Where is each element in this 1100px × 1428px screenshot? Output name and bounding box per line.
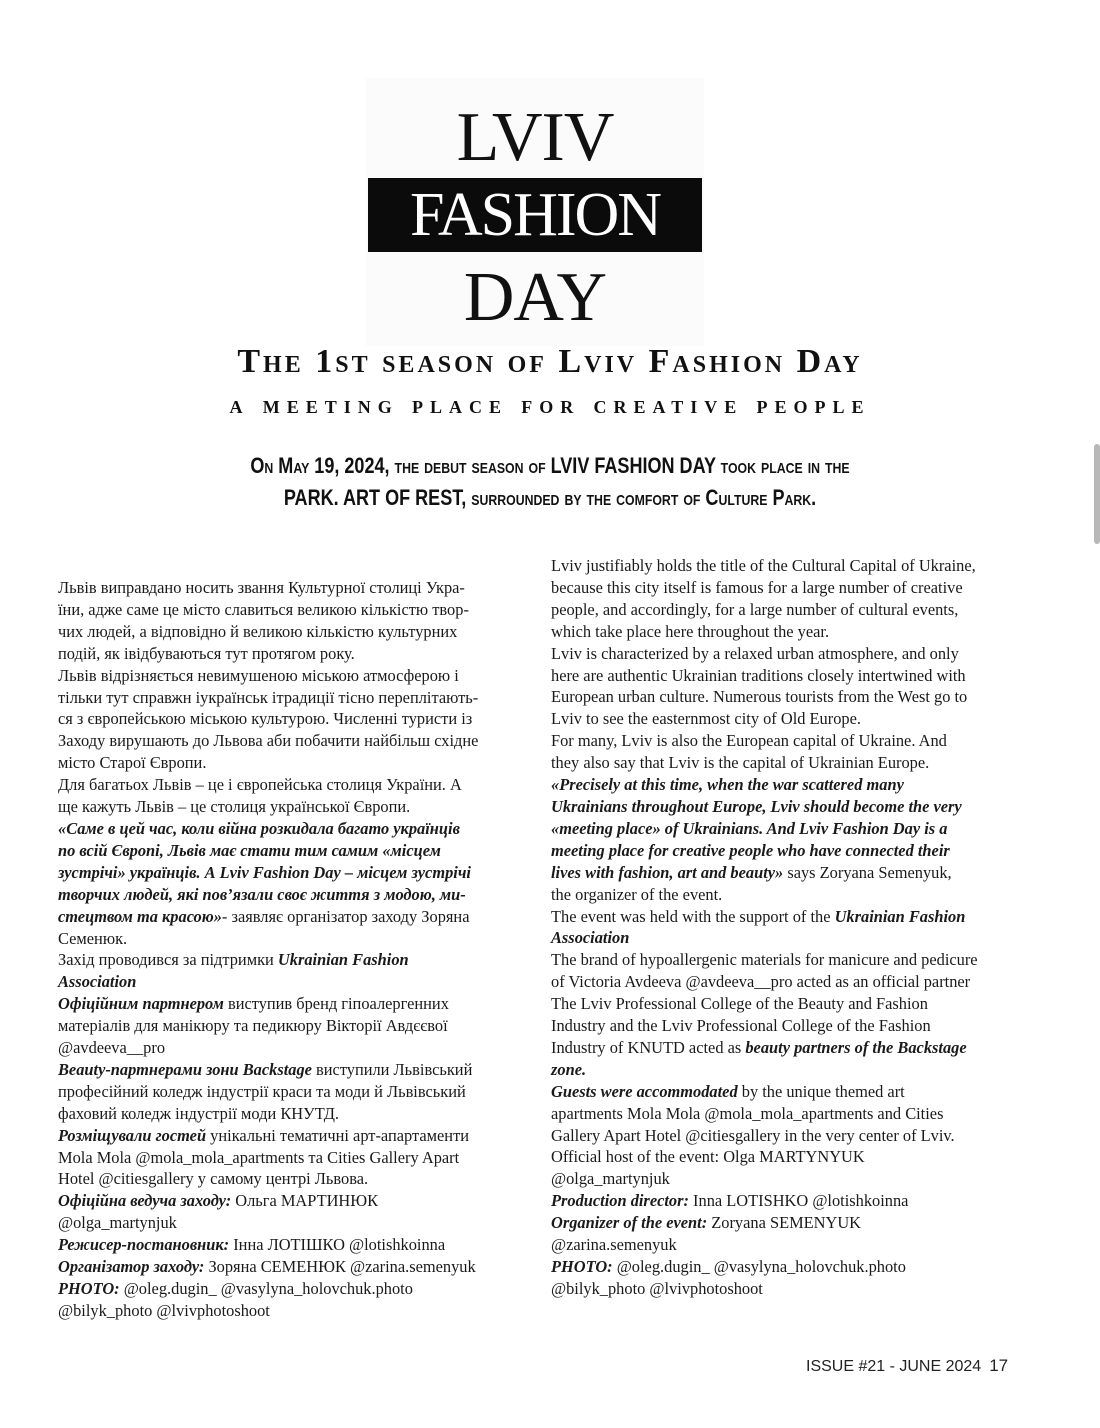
text-span: @oleg.dugin_ @vasylyna_holovchuk.photo xyxy=(119,1279,413,1298)
association-name: Ukrainian Fashion xyxy=(834,906,966,926)
label-span: Production director: xyxy=(551,1191,689,1211)
text-line xyxy=(58,1190,528,1212)
text-line: The Lviv Professional College of the Beauty and Fashion xyxy=(551,994,928,1014)
label-span: Organizer of the event: xyxy=(551,1213,708,1233)
text-line xyxy=(58,1125,528,1147)
text-line: фаховий коледж індустрії моди КНУТД. xyxy=(58,1103,339,1123)
text-line xyxy=(551,1190,1036,1212)
text-line: Association xyxy=(58,972,137,992)
text-span: виступив бренд гіпоалергенних xyxy=(223,994,449,1014)
text-line: Семенюк. xyxy=(58,928,128,948)
text-line: Official host of the event: Olga MARTYNYUK xyxy=(551,1147,865,1167)
text-line xyxy=(58,906,528,928)
text-line: Lviv justifiably holds the title of the Cultural Capital of Ukraine, xyxy=(551,556,976,575)
text-span: Ольга МАРТИНЮК xyxy=(231,1191,379,1211)
text-span: by the unique themed art xyxy=(737,1081,905,1101)
text-line: матеріалів для манікюру та педикюру Вікторії Авдєєвої xyxy=(58,1016,448,1036)
text-line: The brand of hypoallergenic materials for manicure and pedicure xyxy=(551,950,978,970)
text-span: @oleg.dugin_ @vasylyna_holovchuk.photo xyxy=(612,1257,906,1276)
text-line xyxy=(58,993,528,1015)
text-line: European urban culture. Numerous tourists from the West go to xyxy=(551,687,968,707)
quote-line: «Саме в цей час, коли війна розкидала багато українців xyxy=(58,818,460,838)
quote-line: по всій Європі, Львів має стати тим самим «місцем xyxy=(58,840,441,860)
label-span: Guests were accommodated xyxy=(551,1081,738,1101)
intro-line: On May 19, 2024, the debut season of LVIV FASHION DAY took place in the xyxy=(250,453,850,478)
scrollbar-thumb[interactable] xyxy=(1094,444,1100,544)
text-span: Inna LOTISHKO @lotishkoinna xyxy=(688,1191,909,1211)
quote-end: lives with fashion, art and beauty» xyxy=(551,862,784,882)
article-column-ukrainian xyxy=(58,577,528,1322)
issue-label: ISSUE #21 - JUNE 2024 xyxy=(806,1358,982,1375)
text-line: Hotel @citiesgallery у самому центрі Львова. xyxy=(58,1169,369,1189)
text-line xyxy=(58,1059,528,1081)
text-line: подій, як івідбуваються тут протягом року. xyxy=(58,643,355,663)
text-span: Zoryana SEMENYUK xyxy=(707,1213,862,1233)
text-line xyxy=(551,1256,1036,1278)
logo-fashion-box xyxy=(368,178,702,252)
text-line: of Victoria Avdeeva @avdeeva__pro acted as an official partner xyxy=(551,972,971,992)
logo-day: DAY xyxy=(463,259,607,336)
text-span: Industry of KNUTD acted as xyxy=(551,1037,746,1057)
logo-fashion: FASHION xyxy=(409,181,661,249)
text-line: apartments Mola Mola @mola_mola_apartments and Cities xyxy=(551,1103,944,1123)
text-line: @avdeeva__pro xyxy=(58,1038,166,1058)
text-span: says Zoryana Semenyuk, xyxy=(783,862,952,882)
text-line: zone. xyxy=(551,1059,587,1079)
page-footer xyxy=(806,1356,1008,1376)
text-line: Львів виправдано носить звання Культурної столиці Укра- xyxy=(58,578,465,597)
text-line: which take place here throughout the year. xyxy=(551,621,830,641)
text-line: Для багатьох Львів – це і європейська столиця України. А xyxy=(58,775,462,795)
text-line: Gallery Apart Hotel @citiesgallery in the very center of Lviv. xyxy=(551,1125,955,1145)
text-line xyxy=(551,1081,1036,1103)
text-line: Львів відрізняється невимушеною міською атмосферою і xyxy=(58,665,459,685)
text-line: @olga_martynjuk xyxy=(551,1169,670,1189)
text-span: Захід проводився за підтримки xyxy=(58,950,278,970)
text-line: чих людей, а відповідно й великою кількістю культурних xyxy=(58,621,458,641)
label-span: Офіційна ведуча заходу: xyxy=(58,1191,232,1211)
text-line xyxy=(58,1256,528,1278)
text-span: унікальні тематичні арт-апартаменти xyxy=(206,1125,470,1145)
quote-end: стецтвом та красою» xyxy=(58,906,222,926)
text-line xyxy=(58,1278,528,1300)
text-line: ся з європейською міською культурою. Численні туристи із xyxy=(58,709,473,729)
label-span: beauty partners of the Backstage xyxy=(745,1037,967,1057)
text-line: Association xyxy=(551,928,630,948)
quote-line: «meeting place» of Ukrainians. And Lviv Fashion Day is a xyxy=(551,818,948,838)
text-line: people, and accordingly, for a large number of cultural events, xyxy=(551,599,959,619)
text-line: їни, адже саме це місто славиться великою кількістю твор- xyxy=(58,599,469,619)
text-line: @bilyk_photo @lvivphotoshoot xyxy=(551,1278,763,1298)
quote-line: Ukrainians throughout Europe, Lviv should become the very xyxy=(551,796,962,816)
text-line: Заходу вирушають до Львова аби побачити найбільш східне xyxy=(58,731,479,751)
text-line: @zarina.semenyuk xyxy=(551,1235,677,1255)
text-line: Lviv is characterized by a relaxed urban atmosphere, and only xyxy=(551,643,959,663)
label-span: Режисер-постановник: xyxy=(58,1235,230,1255)
text-line: Industry and the Lviv Professional College of the Fashion xyxy=(551,1016,931,1036)
text-span: - заявляє організатор заходу Зоряна xyxy=(221,906,470,926)
text-line: they also say that Lviv is the capital of Ukrainian Europe. xyxy=(551,753,930,773)
text-line: професійний коледж індустрії краси та моди й Львівський xyxy=(58,1081,466,1101)
intro-line: PARK. ART OF REST, surrounded by the comfort of Culture Park. xyxy=(283,485,817,510)
quote-line: творчих людей, які пов’язали своє життя з модою, ми- xyxy=(58,884,466,904)
text-line: because this city itself is famous for a large number of creative xyxy=(551,577,963,597)
text-line: the organizer of the event. xyxy=(551,884,723,904)
label-span: Офіційним партнером xyxy=(58,994,224,1014)
text-line xyxy=(58,1234,528,1256)
quote-line: meeting place for creative people who have connected their xyxy=(551,840,950,860)
intro-paragraph xyxy=(173,450,927,514)
text-line: @olga_martynjuk xyxy=(58,1213,177,1233)
text-line: Mola Mola @mola_mola_apartments та Cities Gallery Apart xyxy=(58,1147,460,1167)
subtitle-tagline: a meeting place for creative people xyxy=(229,392,871,419)
text-line: @bilyk_photo @lvivphotoshoot xyxy=(58,1300,270,1320)
text-line xyxy=(58,949,528,971)
text-span: виступили Львівський xyxy=(311,1059,473,1079)
logo-lviv: LVIV xyxy=(456,99,614,176)
text-line: місто Старої Європи. xyxy=(58,753,207,773)
text-line xyxy=(551,1212,1036,1234)
page-number: 17 xyxy=(989,1356,1009,1375)
association-name: Ukrainian Fashion xyxy=(277,950,409,970)
text-span: Зоряна СЕМЕНЮК @zarina.semenyuk xyxy=(204,1257,476,1277)
text-line: ще кажуть Львів – це столиця української Європи. xyxy=(58,797,411,817)
label-span: PHOTO: xyxy=(58,1279,120,1298)
subtitle-season: The 1st season of Lviv Fashion Day xyxy=(237,343,863,380)
label-span: PHOTO: xyxy=(551,1257,613,1276)
text-line: here are authentic Ukrainian traditions closely intertwined with xyxy=(551,665,966,685)
text-line xyxy=(551,1037,1036,1059)
article-column-english xyxy=(551,555,1036,1300)
text-line: тільки тут справжн іукраїнськ ітрадиції тісно переплітають- xyxy=(58,687,479,707)
text-line xyxy=(551,862,1036,884)
text-line: Lviv to see the easternmost city of Old Europe. xyxy=(551,709,861,729)
label-span: Організатор заходу: xyxy=(58,1257,205,1277)
text-line: For many, Lviv is also the European capital of Ukraine. And xyxy=(551,731,947,751)
text-span: Інна ЛОТІШКО @lotishkoinna xyxy=(229,1235,446,1255)
event-logo xyxy=(366,78,704,346)
quote-line: зустрічі» українців. А Lviv Fashion Day – місцем зустрічі xyxy=(58,862,471,882)
text-line xyxy=(551,906,1036,928)
label-span: Beauty-партнерами зони Backstage xyxy=(58,1059,312,1079)
text-span: The event was held with the support of the xyxy=(551,906,835,926)
quote-line: «Precisely at this time, when the war scattered many xyxy=(551,775,904,795)
label-span: Розміщували гостей xyxy=(58,1125,207,1145)
